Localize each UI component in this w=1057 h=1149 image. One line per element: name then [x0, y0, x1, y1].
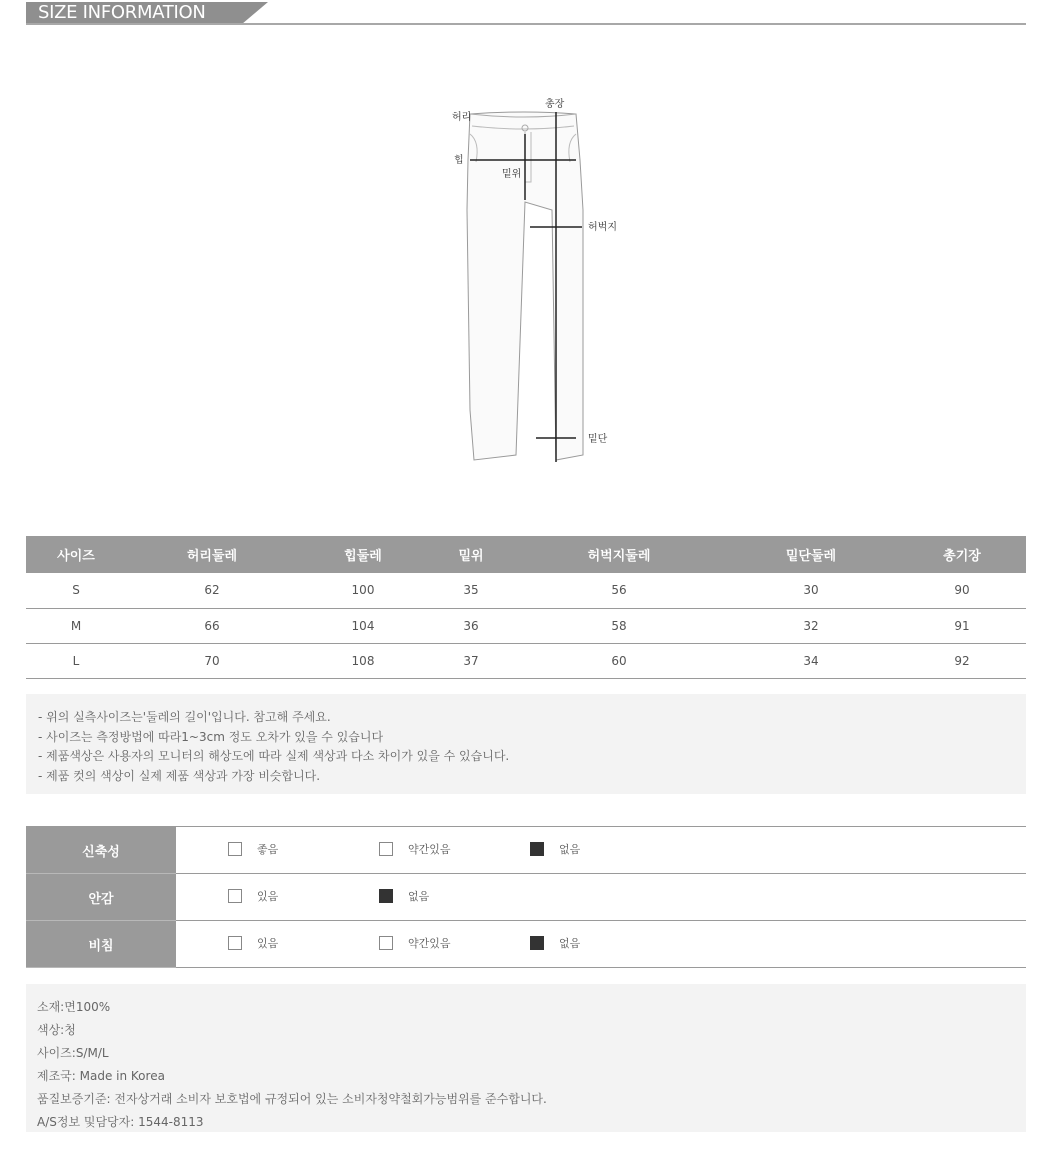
checkbox-icon	[228, 936, 242, 950]
option-item	[228, 841, 379, 857]
table-cell: 32	[724, 608, 898, 643]
pants-illustration	[430, 90, 650, 470]
table-cell: 62	[126, 573, 298, 608]
col-header-size: 사이즈	[26, 536, 126, 573]
checkbox-icon	[379, 842, 393, 856]
section-title-slant	[242, 2, 268, 24]
col-header-hip: 힙둘레	[298, 536, 428, 573]
col-header-total-length: 총기장	[898, 536, 1026, 573]
section-header	[26, 2, 1026, 26]
product-info	[26, 984, 1026, 1132]
option-item	[530, 841, 681, 857]
info-color: 색상:청	[37, 1023, 76, 1037]
checkbox-icon	[379, 936, 393, 950]
option-label: 있음	[257, 936, 279, 950]
table-row	[26, 573, 1026, 608]
table-cell: M	[26, 608, 126, 643]
table-cell: S	[26, 573, 126, 608]
attribute-row-lining	[26, 874, 1026, 921]
size-table-header	[26, 536, 1026, 573]
size-table	[26, 536, 1026, 679]
attribute-row-stretch	[26, 827, 1026, 874]
table-cell: L	[26, 643, 126, 678]
label-thigh: 허벅지	[588, 222, 617, 233]
table-row	[26, 608, 1026, 643]
col-header-rise: 밑위	[428, 536, 514, 573]
label-hem: 밑단	[588, 434, 608, 445]
checkbox-icon	[228, 889, 242, 903]
size-notes	[26, 694, 1026, 794]
label-rise: 밑위	[502, 169, 522, 180]
table-cell: 60	[514, 643, 724, 678]
table-cell: 58	[514, 608, 724, 643]
option-label: 없음	[559, 936, 581, 950]
info-as-contact: A/S정보 및담당자: 1544-8113	[37, 1115, 204, 1129]
option-item	[228, 888, 379, 904]
attribute-table	[26, 826, 1026, 968]
table-cell: 56	[514, 573, 724, 608]
option-item	[379, 935, 530, 951]
attribute-label: 비침	[26, 921, 176, 968]
note-item: - 사이즈는 측정방법에 따라1~3cm 정도 오차가 있을 수 있습니다	[38, 729, 384, 744]
checkbox-checked-icon	[379, 889, 393, 903]
label-hip: 힙	[454, 155, 464, 166]
label-waist: 허리	[452, 112, 472, 123]
attribute-label: 안감	[26, 874, 176, 921]
table-cell: 104	[298, 608, 428, 643]
table-cell: 66	[126, 608, 298, 643]
section-title: SIZE INFORMATION	[26, 2, 242, 24]
table-row	[26, 643, 1026, 678]
option-item	[379, 841, 530, 857]
option-label: 좋음	[257, 842, 279, 856]
col-header-hem: 밑단둘레	[724, 536, 898, 573]
col-header-waist: 허리둘레	[126, 536, 298, 573]
checkbox-checked-icon	[530, 936, 544, 950]
table-cell: 92	[898, 643, 1026, 678]
checkbox-checked-icon	[530, 842, 544, 856]
table-cell: 34	[724, 643, 898, 678]
table-cell: 35	[428, 573, 514, 608]
attribute-label: 신축성	[26, 827, 176, 874]
table-cell: 30	[724, 573, 898, 608]
table-cell: 37	[428, 643, 514, 678]
option-label: 약간있음	[408, 936, 451, 950]
note-item: - 제품 컷의 색상이 실제 제품 색상과 가장 비슷합니다.	[38, 768, 321, 783]
note-item: - 위의 실측사이즈는'둘레의 길이'입니다. 참고해 주세요.	[38, 710, 331, 724]
info-origin: 제조국: Made in Korea	[37, 1069, 165, 1083]
table-cell: 70	[126, 643, 298, 678]
option-item	[530, 935, 681, 951]
table-cell: 100	[298, 573, 428, 608]
option-item	[379, 888, 530, 904]
info-warranty: 품질보증기준: 전자상거래 소비자 보호법에 규정되어 있는 소비자청약철회가능범위를 준수합니다.	[37, 1092, 547, 1106]
checkbox-icon	[228, 842, 242, 856]
section-divider	[26, 23, 1026, 25]
note-item: - 제품색상은 사용자의 모니터의 해상도에 따라 실제 색상과 다소 차이가 있을 수 있습니다.	[38, 749, 510, 763]
option-label: 있음	[257, 889, 279, 903]
label-total-length: 총장	[545, 99, 565, 110]
option-label: 없음	[408, 889, 430, 903]
pants-size-diagram	[430, 90, 650, 470]
col-header-thigh: 허벅지둘레	[514, 536, 724, 573]
table-cell: 91	[898, 608, 1026, 643]
option-label: 없음	[559, 842, 581, 856]
info-material: 소재:면100%	[37, 1000, 111, 1014]
table-cell: 36	[428, 608, 514, 643]
attribute-row-sheerness	[26, 921, 1026, 968]
option-item	[228, 935, 379, 951]
info-sizes: 사이즈:S/M/L	[37, 1046, 109, 1060]
option-label: 약간있음	[408, 842, 451, 856]
table-cell: 108	[298, 643, 428, 678]
table-cell: 90	[898, 573, 1026, 608]
